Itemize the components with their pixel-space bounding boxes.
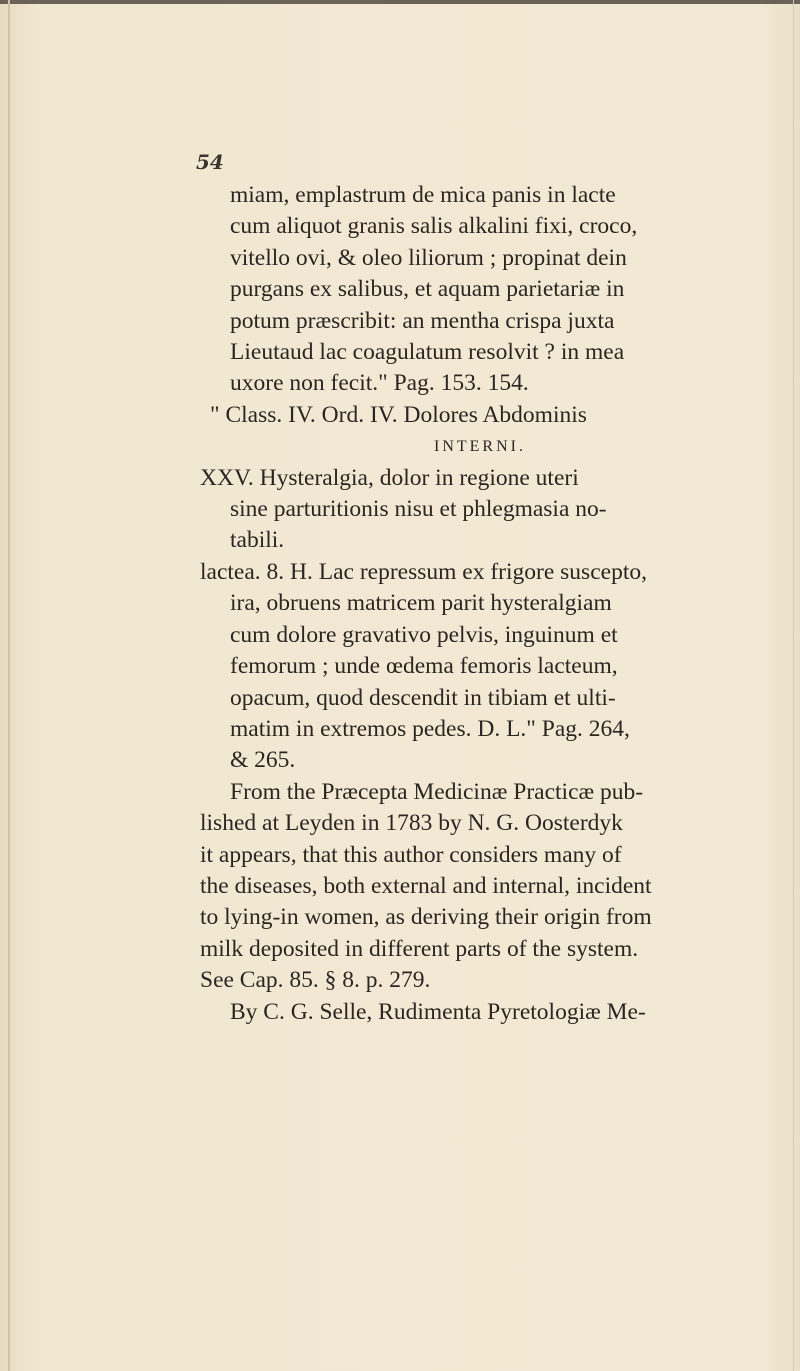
text-line: sine parturitionis nisu et phlegmasia no- bbox=[230, 496, 607, 523]
text-line: cum aliquot granis salis alkalini fixi, croco, bbox=[230, 213, 638, 240]
page-top-border bbox=[0, 0, 800, 4]
text-line: By C. G. Selle, Rudimenta Pyretologiæ Me- bbox=[230, 998, 646, 1025]
text-line: tabili. bbox=[230, 527, 285, 554]
text-line: lactea. 8. H. Lac repressum ex frigore suscepto, bbox=[200, 558, 647, 585]
text-line: uxore non fecit." Pag. 153. 154. bbox=[230, 370, 529, 397]
text-line: From the Præcepta Medicinæ Practicæ pub- bbox=[230, 778, 644, 805]
text-line: XXV. Hysteralgia, dolor in regione uteri bbox=[200, 464, 579, 491]
text-line: See Cap. 85. § 8. p. 279. bbox=[200, 967, 431, 994]
section-heading-continued: INTERNI. bbox=[434, 438, 526, 456]
text-line: cum dolore gravativo pelvis, inguinum et bbox=[230, 621, 618, 648]
text-line: femorum ; unde œdema femoris lacteum, bbox=[230, 653, 618, 680]
body-text bbox=[200, 180, 760, 1028]
text-line: vitello ovi, & oleo liliorum ; propinat dein bbox=[230, 244, 627, 271]
text-line: Lieutaud lac coagulatum resolvit ? in mea bbox=[230, 339, 625, 366]
page-left-edge bbox=[8, 0, 10, 1371]
text-line: matim in extremos pedes. D. L." Pag. 264, bbox=[230, 715, 630, 742]
text-line: miam, emplastrum de mica panis in lacte bbox=[230, 182, 616, 208]
text-line: the diseases, both external and internal, incident bbox=[200, 872, 652, 899]
page-number: 54 bbox=[196, 150, 224, 174]
text-line: it appears, that this author considers many of bbox=[200, 841, 622, 868]
text-line: lished at Leyden in 1783 by N. G. Oosterdyk bbox=[200, 810, 623, 837]
section-heading: " Class. IV. Ord. IV. Dolores Abdominis bbox=[210, 401, 587, 428]
page-right-edge bbox=[793, 0, 794, 1371]
text-line: potum præscribit: an mentha crispa juxta bbox=[230, 307, 615, 334]
text-line: ira, obruens matricem parit hysteralgiam bbox=[230, 590, 612, 617]
text-line: purgans ex salibus, et aquam parietariæ in bbox=[230, 276, 625, 303]
text-line: milk deposited in different parts of the system. bbox=[200, 935, 639, 962]
text-line: to lying-in women, as deriving their origin from bbox=[200, 904, 652, 931]
text-line: opacum, quod descendit in tibiam et ulti- bbox=[230, 684, 616, 711]
text-line: & 265. bbox=[230, 747, 296, 774]
